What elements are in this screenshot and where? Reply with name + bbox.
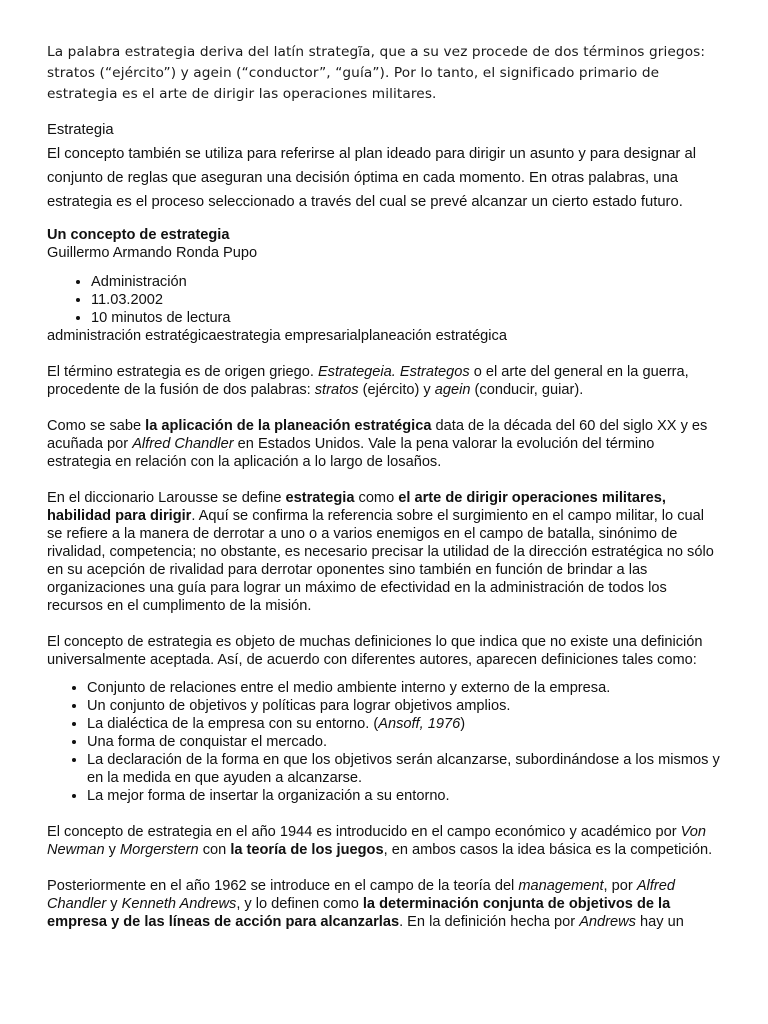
p2-bold-planeacion: la aplicación de la planeación estratégica xyxy=(145,418,432,434)
p5-text-g: , en ambos casos la idea básica es la competición. xyxy=(383,842,713,858)
article-author: Guillermo Armando Ronda Pupo xyxy=(47,245,258,261)
p5-italic-von-newman: Von Newman xyxy=(47,824,707,858)
article-title: Un concepto de estrategia xyxy=(47,227,230,243)
p6-text-a: Posteriormente en el año 1962 se introduce en el campo de la teoría del xyxy=(47,878,519,894)
p2-text-a: Como se sabe xyxy=(47,418,146,434)
p3-bold-definition: el arte de dirigir operaciones militares, habilidad para dirigir xyxy=(47,490,666,524)
definition-3-italic-citation: Ansoff, 1976 xyxy=(378,716,461,732)
article-header xyxy=(47,226,722,262)
p5-italic-morgerstern: Morgerstern xyxy=(120,842,199,858)
meta-reading-time: • 10 minutos de lectura xyxy=(91,309,722,327)
p6-italic-management: management xyxy=(518,878,604,894)
definition-3-text-a: La dialéctica de la empresa con su entorno. ( xyxy=(87,716,379,732)
p1-italic-stratos: stratos xyxy=(314,382,359,398)
p1-text-g: (conducir, guiar). xyxy=(470,382,584,398)
definition-item-4: • Una forma de conquistar el mercado. xyxy=(87,733,722,751)
p1-italic-greek-terms: Estrategeia. Estrategos xyxy=(317,364,470,380)
p1-text-c: o el arte del general en la guerra, procedente de la fusión de dos palabras: xyxy=(47,364,689,398)
paragraph-definiciones: El concepto de estrategia es objeto de muchas definiciones lo que indica que no existe una definición universalmente aceptada. Así, de acuerdo con diferentes autores, aparecen definiciones tales como: xyxy=(47,634,703,668)
paragraph-1962 xyxy=(47,877,722,931)
p6-bold-determinacion: la determinación conjunta de objetivos de la empresa y de las líneas de acción para alcanzarlas xyxy=(47,896,671,930)
p6-italic-andrews-2: Andrews xyxy=(579,914,636,930)
intro-paragraph: La palabra estrategia deriva del latín strategĩa, que a su vez procede de dos términos griegos: stratos (“ejército”) y agein (“conductor”, “guía”). Por lo tanto, el significado primario de estrategia es el arte de dirigir las operaciones militares. xyxy=(47,44,706,102)
p3-text-c: como xyxy=(354,490,399,506)
p1-text-e: (ejército) y xyxy=(358,382,435,398)
p5-text-a: El concepto de estrategia en el año 1944 es introducido en el campo económico y académico por xyxy=(47,824,681,840)
paragraph-larousse xyxy=(47,489,722,615)
p3-bold-estrategia: estrategia xyxy=(285,490,355,506)
p6-italic-andrews: Kenneth Andrews xyxy=(121,896,237,912)
definition-item-5: • La declaración de la forma en que los objetivos serán alcanzarse, subordinándose a los mismos y en la medida en que ayuden a alcanzarse. xyxy=(87,751,722,787)
p5-text-c: y xyxy=(104,842,120,858)
p5-text-e: con xyxy=(198,842,231,858)
p6-text-e: y xyxy=(106,896,122,912)
paragraph-1944 xyxy=(47,823,722,859)
p1-text-a: El término estrategia es de origen griego. xyxy=(47,364,318,380)
article-tags: administración estratégicaestrategia empresarialplaneación estratégica xyxy=(47,328,507,344)
estrategia-paragraph: El concepto también se utiliza para referirse al plan ideado para dirigir un asunto y para designar al conjunto de reglas que aseguran una decisión óptima en cada momento. En otras palabras, una estrategia es el proceso seleccionado a través del cual se prevé alcanzar un cierto estado futuro. xyxy=(47,146,696,210)
estrategia-label: Estrategia xyxy=(47,122,114,138)
paragraph-origin xyxy=(47,363,722,399)
p2-text-c: data de la década del 60 del siglo XX y es acuñada por xyxy=(47,418,708,452)
meta-category: • Administración xyxy=(91,273,722,291)
p3-text-a: En el diccionario Larousse se define xyxy=(47,490,286,506)
p2-italic-chandler: Alfred Chandler xyxy=(132,436,234,452)
definitions-list xyxy=(47,679,722,805)
definition-item-6: • La mejor forma de insertar la organización a su entorno. xyxy=(87,787,722,805)
p6-italic-chandler: Alfred Chandler xyxy=(47,878,675,912)
definition-item-1: • Conjunto de relaciones entre el medio ambiente interno y externo de la empresa. xyxy=(87,679,722,697)
definition-3-text-c: ) xyxy=(460,716,466,732)
p6-text-i: . En la definición hecha por xyxy=(399,914,580,930)
p3-text-e: . Aquí se confirma la referencia sobre el surgimiento en el campo militar, lo cual se refiere a la manera de derrotar a uno o a varios enemigos en el campo de batalla, sinónimo de rivalidad, competencia; no obstante, es necesario precisar la utilidad de la dirección estratégica no sólo en su acepción de rivalidad para derrotar oponentes sino también en función de brindar a las organizaciones una guía para lograr un máximo de efectividad en la administración de todos los recursos en el cumplimento de la misión. xyxy=(47,508,714,614)
article-meta-list xyxy=(47,273,722,327)
paragraph-planeacion xyxy=(47,417,722,471)
p2-text-e: en Estados Unidos. Vale la pena valorar la evolución del término estrategia en relación con la aplicación a lo largo de losaños. xyxy=(47,436,655,470)
estrategia-section xyxy=(47,118,722,214)
p1-italic-agein: agein xyxy=(434,382,471,398)
definition-item-3 xyxy=(87,715,722,733)
p6-text-c: , por xyxy=(603,878,637,894)
p6-text-k: hay un xyxy=(635,914,684,930)
meta-date: • 11.03.2002 xyxy=(91,291,722,309)
p6-text-g: , y lo definen como xyxy=(236,896,363,912)
p5-bold-teoria-juegos: la teoría de los juegos xyxy=(230,842,384,858)
definition-item-2: • Un conjunto de objetivos y políticas para lograr objetivos amplios. xyxy=(87,697,722,715)
